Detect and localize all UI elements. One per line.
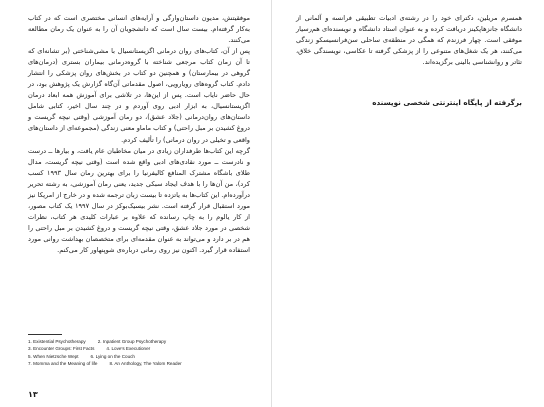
right-page <box>272 0 544 407</box>
footnote-1: 1. Existential Psychotherapy <box>28 339 86 344</box>
footnote-6: 6. Lying on the Couch <box>90 353 135 359</box>
right-page-body <box>296 13 522 68</box>
footnote-5: 5. When Nietzsche Wept <box>28 353 79 359</box>
footnote-row <box>28 353 250 360</box>
footnote-row <box>28 345 250 352</box>
paragraph-1: موفقیتش، مدیون داستان‌وارگی و آرایه‌های انسانی مختصری است که در کتاب به‌کار گرفته‌ام. بیست سال است که دانشجویان آن را به عنوان یک رمان مطالعه می‌کنند. <box>28 14 250 45</box>
footnote-row <box>28 338 250 345</box>
paragraph-2: پس از آن، کتاب‌های روان درمانی اگزیستانسیال با مشی‌شناختی (بر تشانه‌ای که تا آن زمان کتاب مرجعی شناخته با گروه‌درمانی بیماران بستری (درمان‌های گروهی در بیمارستان) و همچنین دو کتاب در بخش‌های روان پزشکی را انتشار دادم. کتاب گروه‌های رویارویی، اصول مقدماتی آن‌گاه گزارش یک پژوهش بود، در حال حاضر نایاب است. پس از این‌ها، در تلاشی برای آموزش همه ابعاد درمان اگزیستانسیال، به ابزار ادبی روی آوردم و در چند سال اخیر، کتابی شامل داستان‌های روان‌درمانی (جلاد عشق)، دو رمان آموزشی (وقتی نیچه گریست و دروغ کشیدن بر مبل راحتی) و کتاب ماماو معنی زندگی (مجموعه‌ای از داستان‌های واقعی و تخیلی در روان درمانی) را تألیف کردم. <box>28 47 250 144</box>
footnote-7: 7. Momma and the Meaning of life <box>28 361 98 367</box>
paragraph-family: همسرم مریلین، دکترای خود را در رشته‌ی ادبیات تطبیقی فرانسه و آلمانی از دانشگاه جانزهاپکینز دریافت کرده و به عنوان استاد دانشگاه و نویسنده‌ای هم‌رسیار موفقی است. چهار فرزندم که همگی در منطقه‌ی ساحلی سن‌فرانسیسکو زندگی می‌کنند، هر یک شغل‌های متنوعی را از پزشکی گرفته تا عکاسی، نویسندگی خلاق، تئاتر و روانشناسی بالینی برگزیده‌اند. <box>296 14 522 67</box>
source-heading: برگرفته از پایگاه اینترنتی شخصی نویسنده <box>372 98 522 107</box>
left-page-body <box>28 13 250 256</box>
footnote-4: 4. Love's Executioner <box>106 346 151 352</box>
footnote-2: 2. Inpatient Group Psychotherapy <box>97 339 167 344</box>
footnote-8: 8. An Anthology, The Yalom Reader <box>109 361 182 367</box>
footnotes <box>28 338 250 368</box>
page-number: ۱۳ <box>28 390 38 399</box>
paragraph-3: گرچه این کتاب‌ها طرفداران زیادی در میان مخاطبان عام یافت، و بیارها ــ درست و نادرست ــ مورد نقادی‌های ادبی واقع شده است (وقتی نیچه گریست، مدال طلای باشگاه مشترک المنافع کالیفرنیا را برای بهترین رمان سال ۱۹۹۳ کسب کرد)، من آن‌ها را با هدف ایجاد سبکی جدید، یعنی رمان آموزشی، به رشته تحریر درآورده‌ام. این کتاب‌ها به یاتزده تا بیست زبان ترجمه شده و در خارج از امریکا نیز مورد استقبال قرار گرفته است. نشر بیسیک‌بوکز در سال ۱۹۹۷ یک کتاب مصور، از کار یالوم را به چاپ رسانده که علاوه بر عبارات کلیدی هر کتاب، نظرات شخصی در مورد جلاد عشق، وقتی نیچه گریست و دروغ کشیدن بر مبل راحتی را هم در بر دارد و می‌تواند به عنوان مقدمه‌ای برای متخصصان بهداشت روانی مورد استفاده قرار گیرد. اکنون نیز روی رمانی درباره‌ی شوپنهاور کار می‌کنم. <box>28 146 251 254</box>
footnote-divider <box>28 334 62 335</box>
footnote-3: 3. Encounter Groups: First Facts <box>28 346 95 352</box>
footnote-row <box>28 360 250 367</box>
